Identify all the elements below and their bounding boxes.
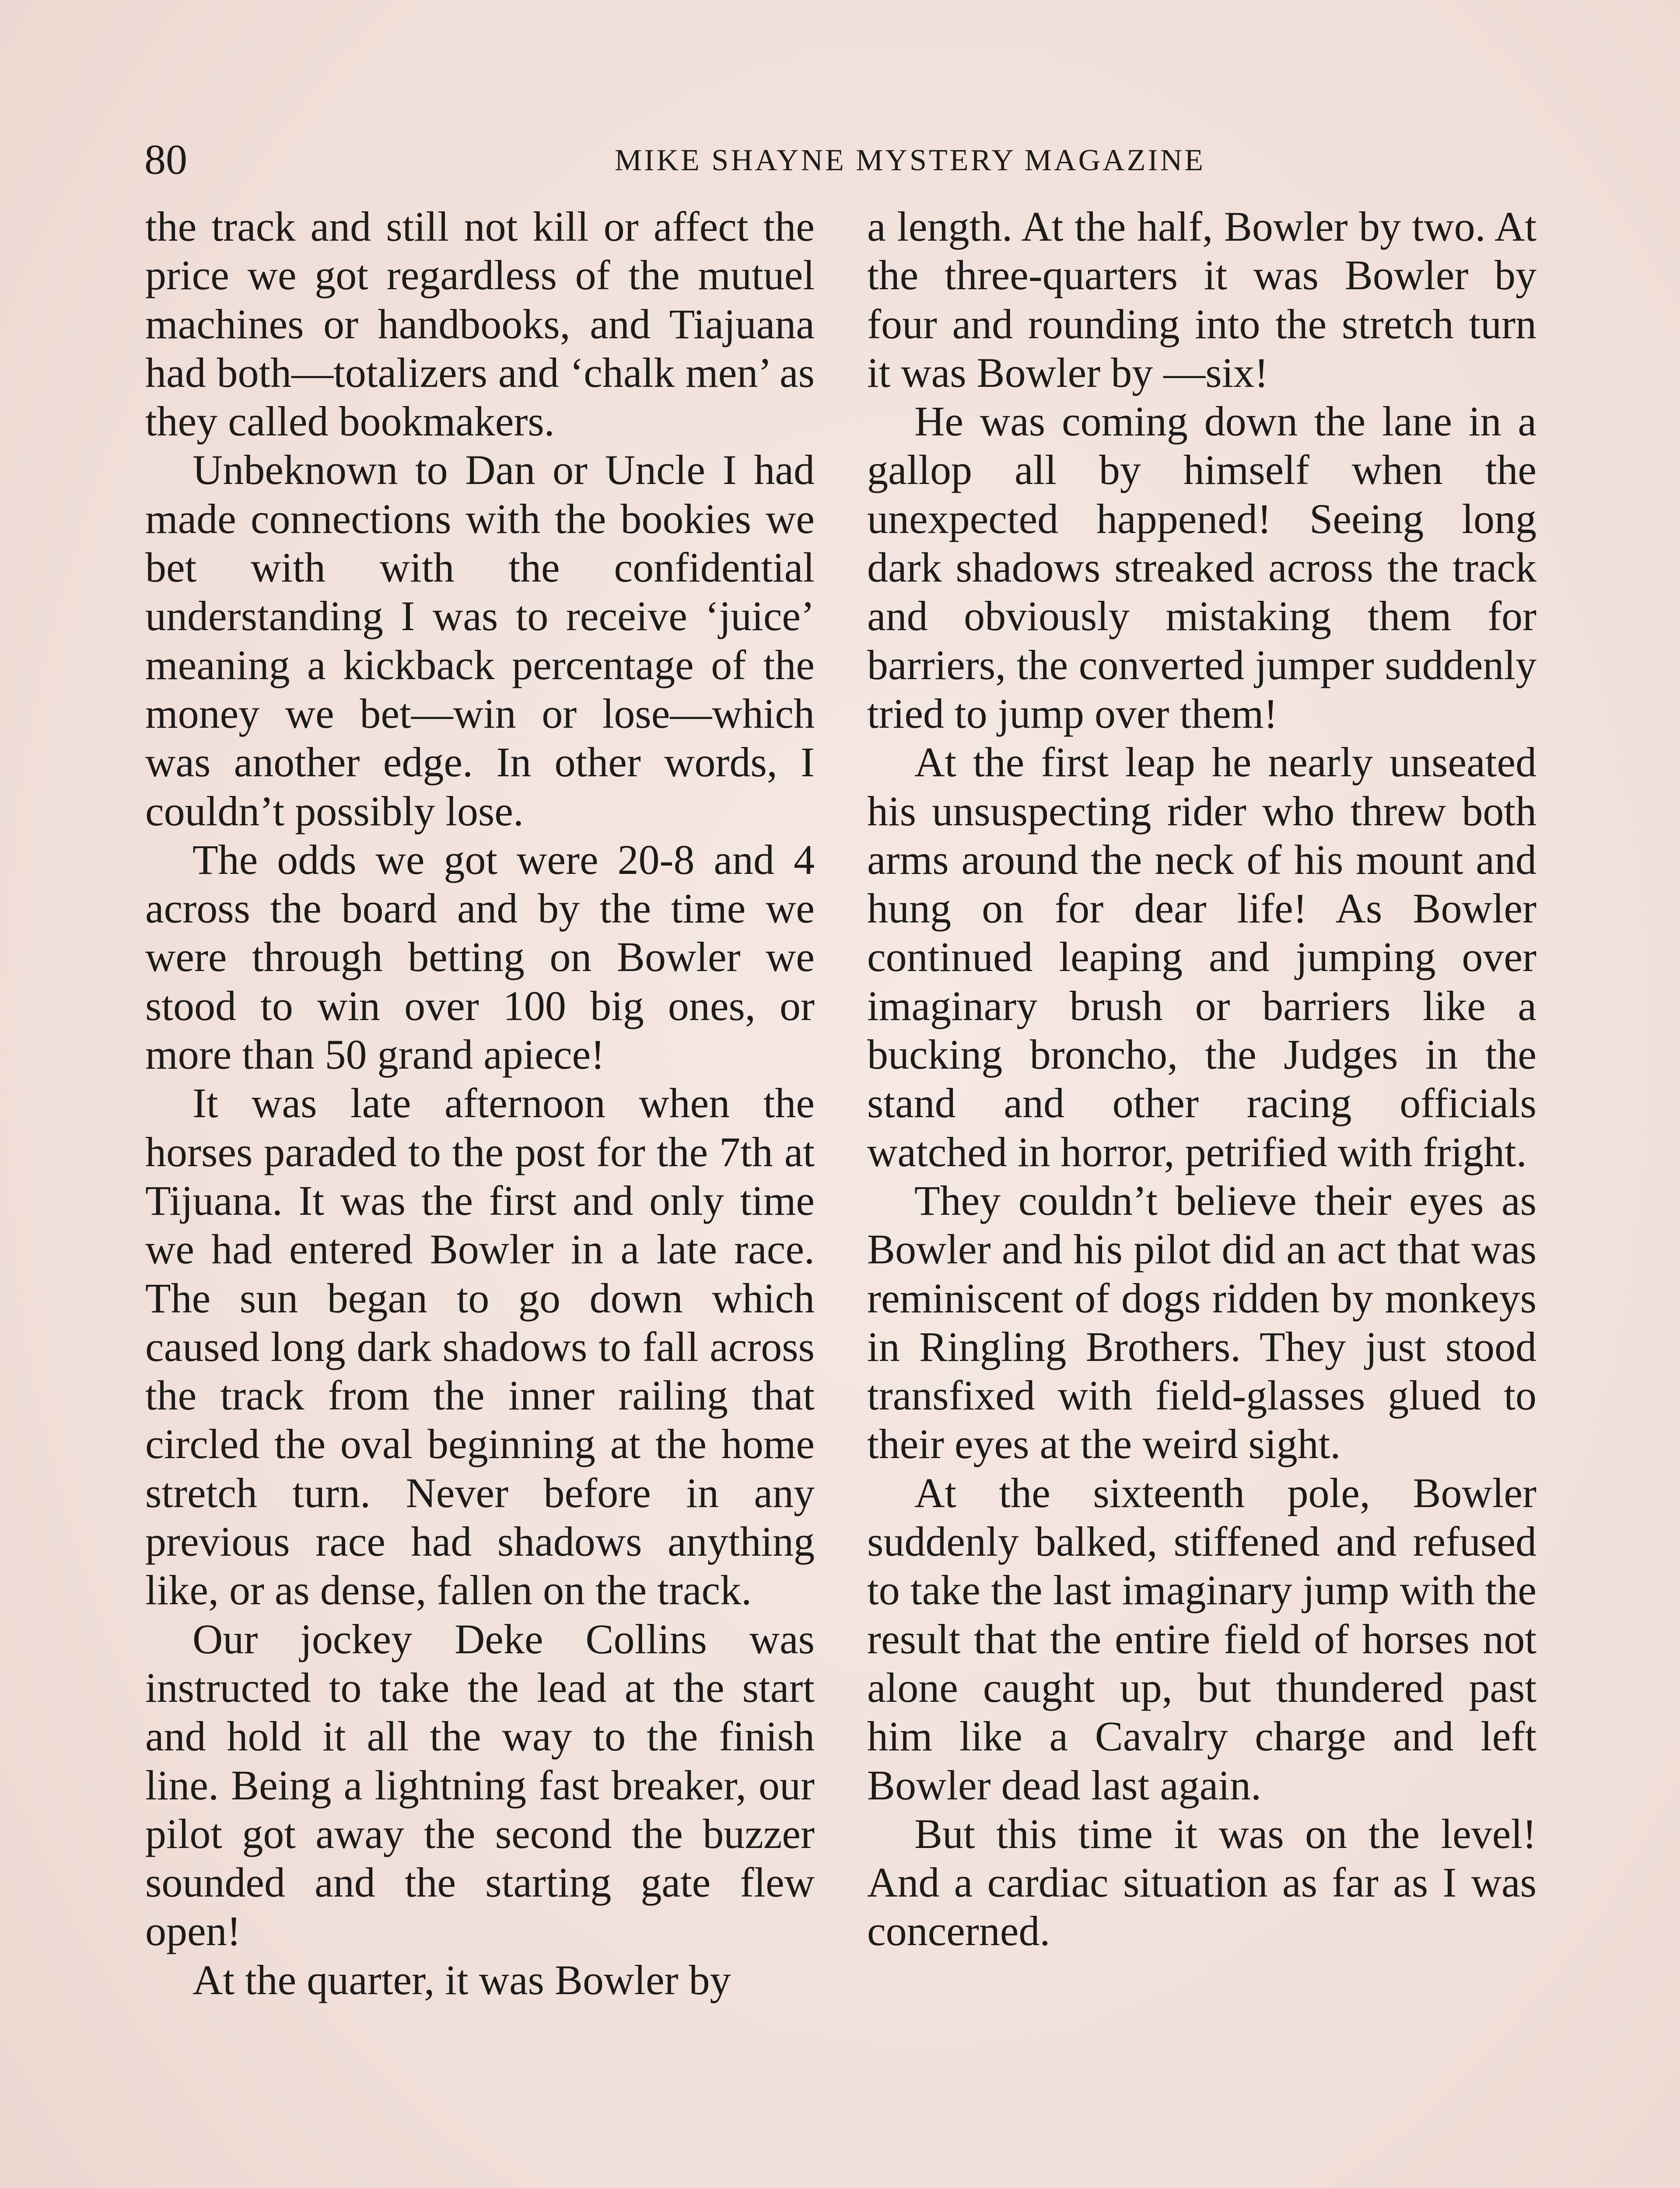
page-number: 80 bbox=[144, 136, 187, 183]
paragraph: He was coming down the lane in a gallop all by himself when the unexpected happened! Seeing long dark shadows streaked across the track and obviously mistaking them for barriers, the converted jumper suddenly tried to jump over them! bbox=[867, 398, 1536, 737]
paragraph: But this time it was on the level! And a cardiac situation as far as I was concerned. bbox=[867, 1810, 1536, 1955]
paragraph: At the first leap he nearly unseated his unsuspecting rider who threw both arms around the neck of his mount and hung on for dear life! As Bowler continued leaping and jumping over imaginary brush or barriers like a bucking broncho, the Judges in the stand and other racing officials watched in horror, petrified with fright. bbox=[867, 739, 1536, 1175]
magazine-title: MIKE SHAYNE MYSTERY MAGAZINE bbox=[614, 144, 1206, 177]
paragraph: They couldn’t believe their eyes as Bowler and his pilot did an act that was reminiscent of dogs ridden by monkeys in Ringling Brothers. They just stood transfixed with field-glasses glued to their eyes at the weird sight. bbox=[867, 1177, 1536, 1468]
running-head bbox=[144, 131, 1536, 188]
paragraph: The odds we got were 20-8 and 4 across the board and by the time we were through betting on Bowler we stood to win over 100 big ones, or more than 50 grand apiece! bbox=[145, 836, 815, 1078]
paragraph: Our jockey Deke Collins was instructed to take the lead at the start and hold it all the way to the finish line. Being a lightning fast breaker, our pilot got away the second the buzzer sounded and the starting gate flew open! bbox=[145, 1615, 815, 1955]
paragraph: It was late afternoon when the horses paraded to the post for the 7th at Tijuana. It was the first and only time we had entered Bowler in a late race. The sun began to go down which caused long dark shadows to fall across the track from the inner railing that circled the oval beginning at the home stretch turn. Never before in any previous race had shadows anything like, or as dense, fallen on the track. bbox=[145, 1080, 815, 1614]
paragraph: At the quarter, it was Bowler by bbox=[192, 1956, 731, 2003]
text-column-left bbox=[145, 202, 815, 2004]
paragraph: Unbeknown to Dan or Uncle I had made connections with the bookies we bet with with the confidential understanding I was to receive ‘juice’ meaning a kickback percentage of the money we bet—win or lose—which was another edge. In other words, I couldn’t possibly lose. bbox=[145, 446, 815, 835]
text-column-right bbox=[867, 202, 1536, 1956]
paragraph: At the sixteenth pole, Bowler suddenly balked, stiffened and refused to take the last imaginary jump with the result that the entire field of horses not alone caught up, but thundered past him like a Cavalry charge and left Bowler dead last again. bbox=[867, 1469, 1536, 1809]
paragraph: the track and still not kill or affect the price we got regardless of the mutuel machines or handbooks, and Tiajuana had both—totalizers and ‘chalk men’ as they called bookmakers. bbox=[145, 203, 815, 445]
paragraph: a length. At the half, Bowler by two. At the three-quarters it was Bowler by four and rounding into the stretch turn it was Bowler by —six! bbox=[867, 203, 1536, 396]
